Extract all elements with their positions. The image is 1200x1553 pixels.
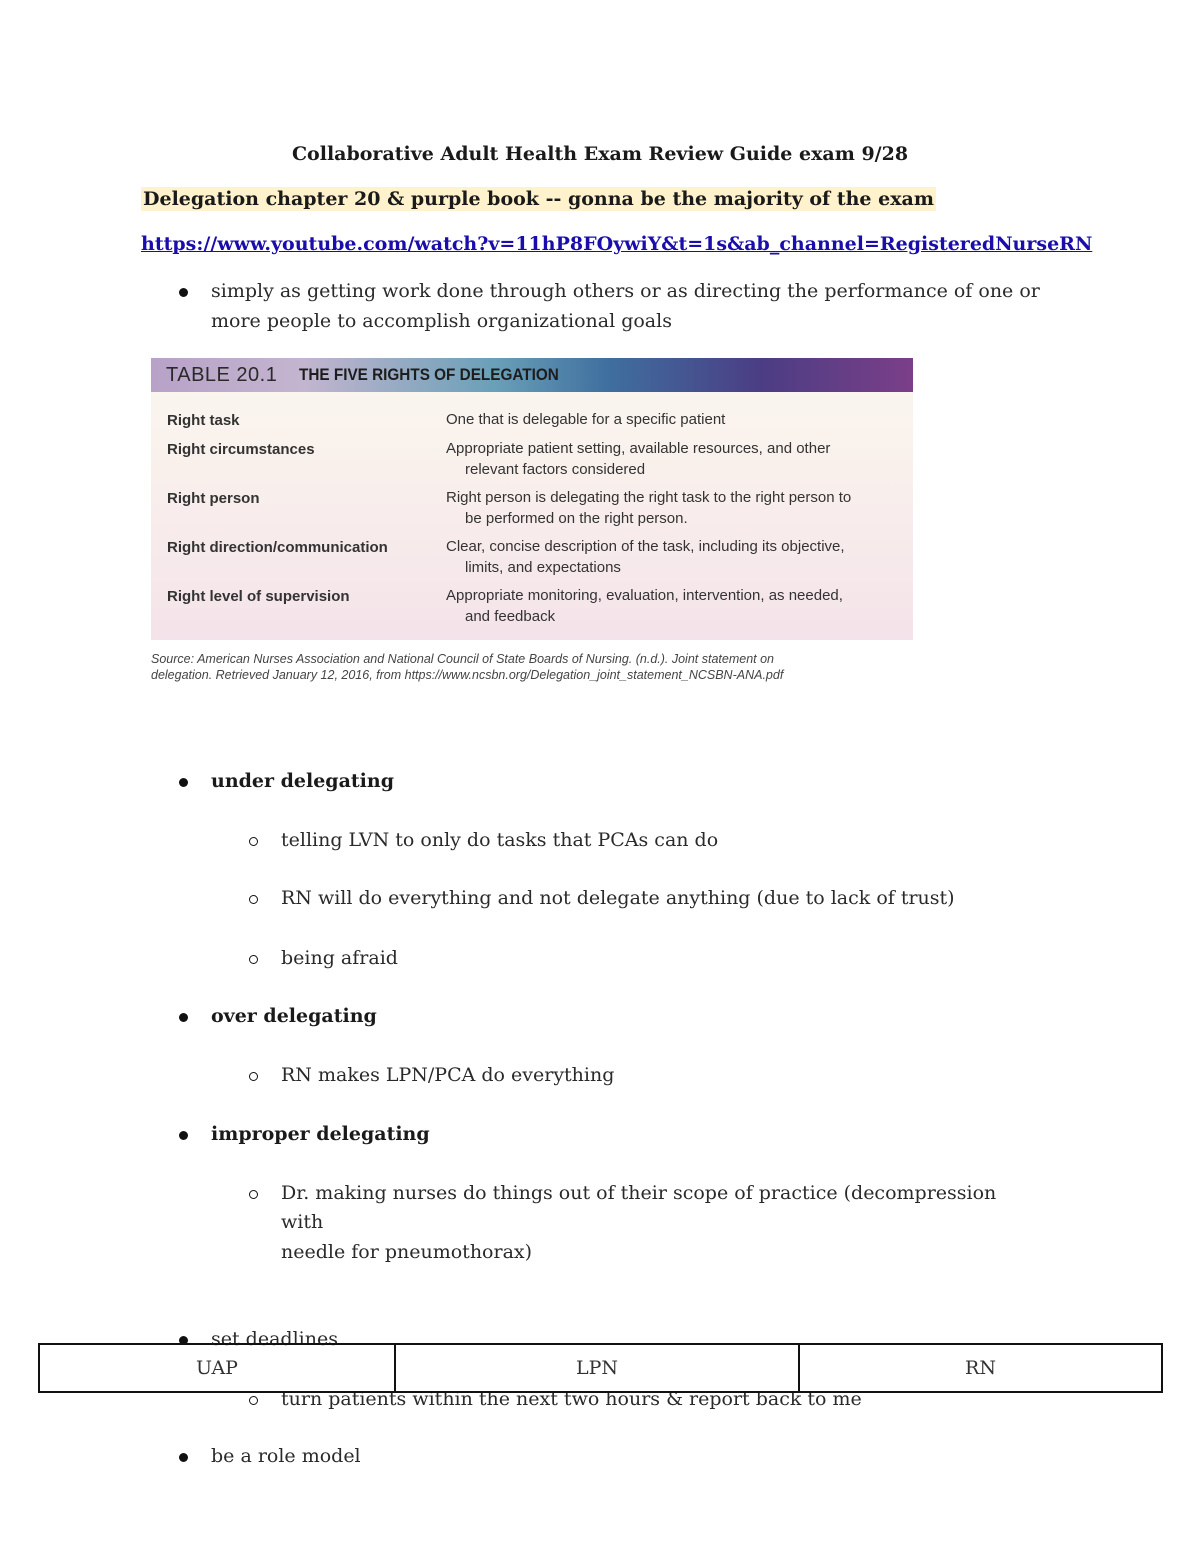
row-label: Right person [167,490,260,507]
row-description [446,410,906,431]
row-desc-line: One that is delegable for a specific patient [446,411,726,428]
bullet-dot-icon [179,1013,188,1022]
row-description [446,537,906,578]
bullet-heading: set deadlines [211,1328,338,1350]
youtube-link[interactable]: https://www.youtube.com/watch?v=11hP8FOywiY&t=1s&ab_channel=RegisteredNurseRN [141,233,1093,255]
sub-bullet-text: needle for pneumothorax) [281,1240,533,1263]
bullet-dot-icon [179,288,188,297]
row-label: Right task [167,412,240,429]
table-row [39,1344,1162,1392]
source-line: Source: American Nurses Association and National Council of State Boards of Nursing. (n.d.). Joint statement on [151,652,774,666]
bullet-circle-icon [249,1072,258,1081]
sub-bullet [281,826,1041,856]
intro-line-1: simply as getting work done through others or as directing the performance of one or [211,280,1040,302]
bullet-over-delegating [211,1002,1041,1032]
bullet-dot-icon [179,1453,188,1462]
table-header [151,358,913,392]
bullet-circle-icon [249,955,258,964]
highlighted-note: Delegation chapter 20 & purple book -- gonna be the majority of the exam [143,188,934,210]
source-line: delegation. Retrieved January 12, 2016, from https://www.ncsbn.org/Delegation_joint_statement_NCSBN-ANA.pdf [151,668,784,682]
row-desc-line: and feedback [465,607,556,625]
bullet-heading: be a role model [211,1445,361,1467]
bullet-heading: over delegating [211,1005,377,1027]
row-desc-line: Appropriate monitoring, evaluation, intervention, as needed, [446,587,843,604]
bullet-improper-delegating [211,1120,1041,1150]
table-header-cell: LPN [395,1344,799,1392]
document-title: Collaborative Adult Health Exam Review Guide exam 9/28 [291,143,909,165]
sub-bullet-text: Dr. making nurses do things out of their scope of practice (decompression with [281,1181,997,1233]
bullet-circle-icon [249,1396,258,1405]
bullet-under-delegating [211,767,1041,797]
sub-bullet [281,1179,1041,1268]
row-desc-line: relevant factors considered [465,460,646,478]
role-comparison-table [38,1343,1163,1393]
bullet-heading: under delegating [211,770,394,792]
table-header-cell: UAP [39,1344,395,1392]
row-description [446,488,906,529]
row-desc-line: Appropriate patient setting, available resources, and other [446,440,831,457]
bullet-dot-icon [179,778,188,787]
row-description [446,439,906,480]
bullet-dot-icon [179,1131,188,1140]
sub-bullet [281,944,1041,974]
table-source-note [151,651,911,683]
row-label: Right direction/communication [167,539,388,556]
sub-bullet [281,1061,1041,1091]
intro-bullet [211,277,1041,336]
sub-bullet-text: being afraid [281,946,398,969]
five-rights-table-image [151,358,913,640]
sub-bullet [281,884,1041,914]
bullet-circle-icon [249,895,258,904]
row-desc-line: limits, and expectations [465,558,621,576]
row-label: Right circumstances [167,441,315,458]
table-caption: THE FIVE RIGHTS OF DELEGATION [299,365,560,384]
sub-bullet-text: RN makes LPN/PCA do everything [281,1063,615,1086]
bullet-circle-icon [249,1190,258,1199]
sub-bullet-text: RN will do everything and not delegate anything (due to lack of trust) [281,887,955,909]
bullet-heading: improper delegating [211,1123,430,1145]
bullet-role-model [211,1442,1041,1472]
sub-bullet-text: telling LVN to only do tasks that PCAs can do [281,828,719,851]
row-label: Right level of supervision [167,588,350,605]
row-desc-line: be performed on the right person. [465,509,688,527]
row-desc-line: Clear, concise description of the task, including its objective, [446,538,845,555]
row-desc-line: Right person is delegating the right task to the right person to [446,489,852,506]
table-number: TABLE 20.1 [166,363,278,386]
table-header-cell: RN [799,1344,1162,1392]
row-description [446,586,906,627]
intro-line-2: more people to accomplish organizational goals [211,309,672,332]
bullet-circle-icon [249,837,258,846]
sub-bullet-text: turn patients within the next two hours & report back to me [281,1387,862,1410]
